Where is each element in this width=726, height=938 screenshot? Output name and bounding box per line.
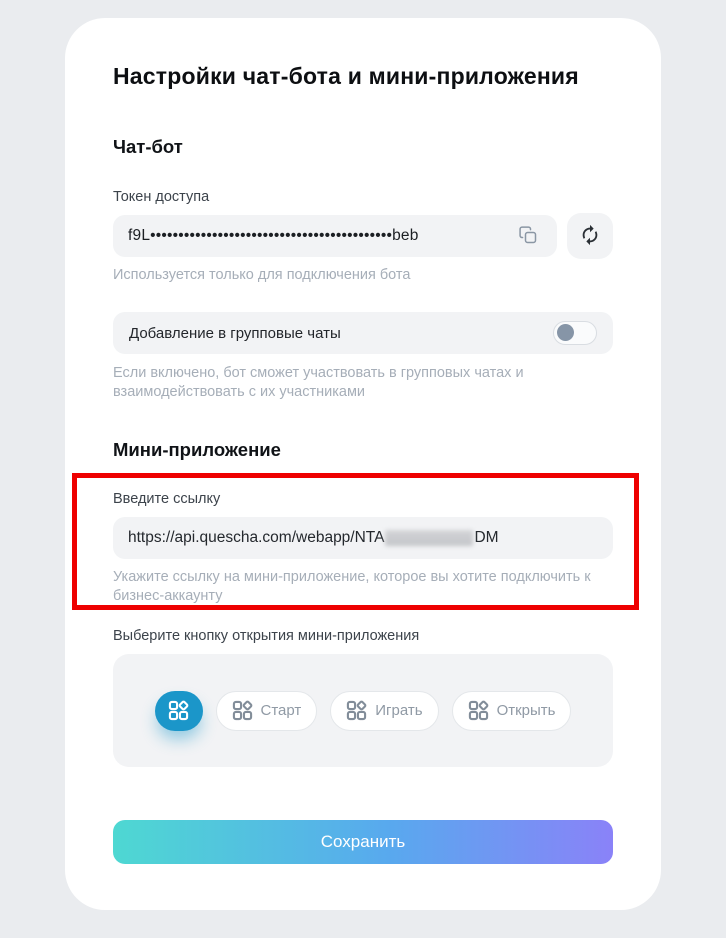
page-title: Настройки чат-бота и мини-приложения [113, 63, 579, 89]
open-button-option-start[interactable] [216, 691, 318, 731]
open-button-option-play[interactable] [330, 691, 438, 731]
token-value: f9L•••••••••••••••••••••••••••••••••••••••••••beb [128, 227, 419, 244]
open-button-option-label: Играть [375, 702, 423, 719]
link-label: Введите ссылку [113, 491, 221, 507]
link-value [128, 529, 499, 547]
link-input[interactable] [113, 517, 613, 559]
app-grid-icon [232, 700, 253, 721]
open-button-option-label: Открыть [496, 702, 556, 719]
group-chats-label: Добавление в групповые чаты [129, 324, 341, 342]
save-button[interactable]: Сохранить [113, 820, 613, 864]
link-value-prefix: https://api.quescha.com/webapp/NTA [128, 529, 385, 546]
app-grid-icon [346, 700, 367, 721]
redacted-blur [385, 530, 473, 546]
group-chats-toggle-row[interactable] [113, 312, 613, 354]
refresh-icon [579, 224, 601, 249]
open-button-option-icon-only[interactable] [155, 691, 203, 731]
open-button-options-panel [113, 654, 613, 767]
copy-token-button[interactable] [513, 221, 543, 251]
open-button-option-label: Старт [260, 702, 302, 719]
token-row [113, 213, 613, 259]
copy-icon [518, 225, 538, 248]
group-chats-toggle[interactable] [553, 321, 597, 345]
toggle-knob [557, 324, 574, 341]
link-helper-text: Укажите ссылку на мини-приложение, которое вы хотите подключить к бизнес-аккаунту [113, 569, 591, 604]
group-chats-helper-text: Если включено, бот сможет участвовать в групповых чатах и взаимодействовать с их участниками [113, 365, 524, 400]
token-label: Токен доступа [113, 189, 210, 205]
chatbot-section-heading: Чат-бот [113, 136, 183, 157]
miniapp-link-group [113, 491, 613, 606]
settings-card [65, 18, 661, 910]
app-grid-icon [168, 700, 189, 721]
open-button-option-open[interactable] [452, 691, 572, 731]
token-helper-text: Используется только для подключения бота [113, 267, 411, 283]
link-value-suffix: DM [474, 529, 499, 546]
regenerate-token-button[interactable] [567, 213, 613, 259]
open-button-label: Выберите кнопку открытия мини-приложения [113, 628, 420, 644]
app-grid-icon [468, 700, 489, 721]
token-input[interactable] [113, 215, 557, 257]
miniapp-section-heading: Мини-приложение [113, 439, 281, 460]
